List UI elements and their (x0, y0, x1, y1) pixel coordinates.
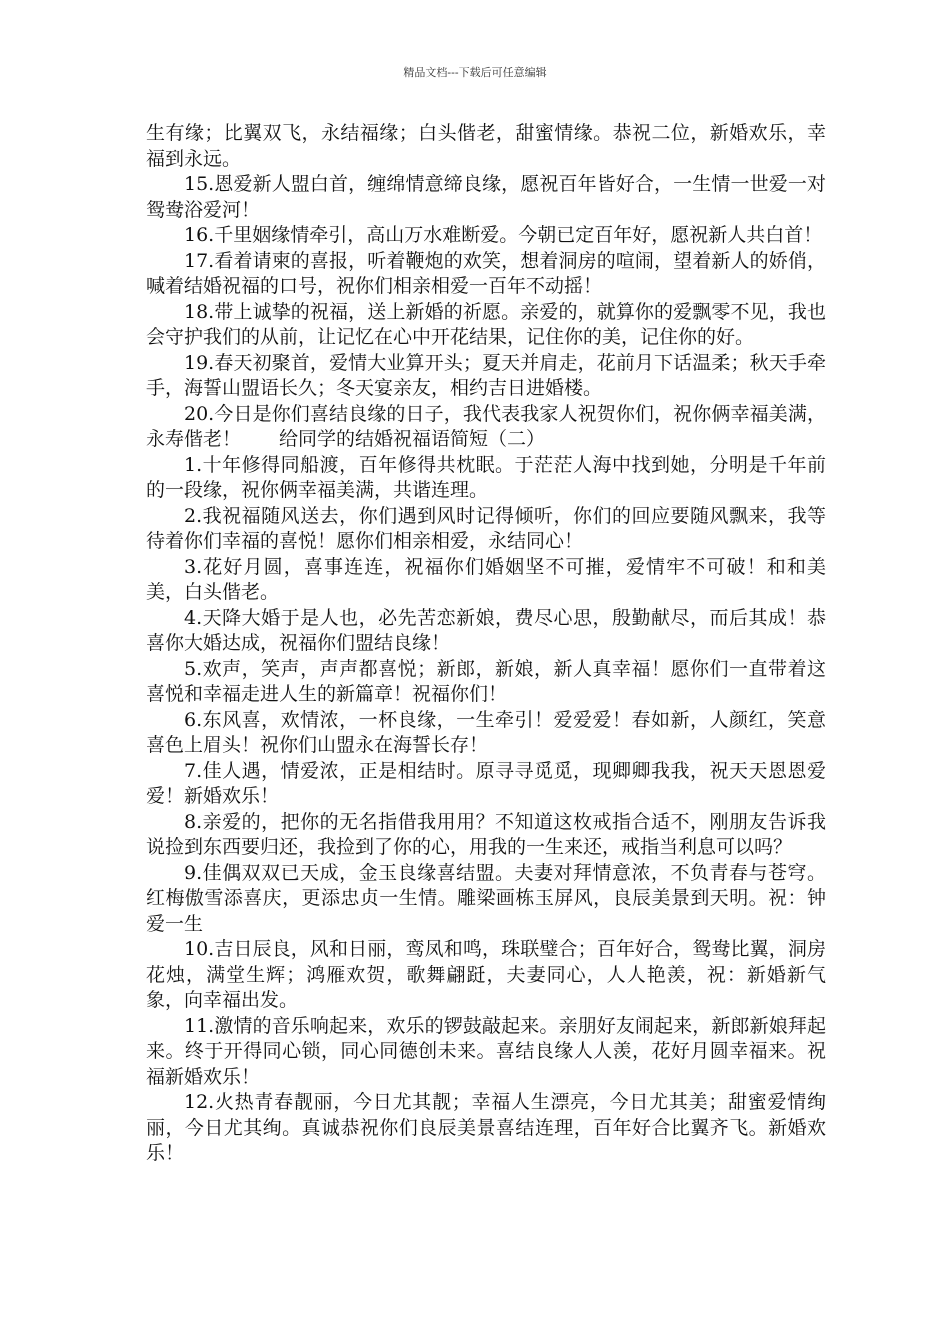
paragraph: 7.佳人遇，情爱浓，正是相结时。原寻寻觅觅，现卿卿我我，祝天天恩恩爱爱！新婚欢乐！ (146, 759, 826, 807)
paragraph: 18.带上诚挚的祝福，送上新婚的祈愿。亲爱的，就算你的爱飘零不见，我也会守护我们的从前，让记忆在心中开花结果，记住你的美，记住你的好。 (146, 300, 826, 348)
paragraph: 20.今日是你们喜结良缘的日子，我代表我家人祝贺你们，祝你俩幸福美满，永寿偕老！ 给同学的结婚祝福语简短（二） (146, 402, 826, 450)
paragraph: 1.十年修得同船渡，百年修得共枕眠。于茫茫人海中找到她，分明是千年前的一段缘，祝你俩幸福美满，共谐连理。 (146, 453, 826, 501)
paragraph: 6.东风喜，欢情浓，一杯良缘，一生牵引！爱爱爱！春如新，人颜红，笑意喜色上眉头！祝你们山盟永在海誓长存！ (146, 708, 826, 756)
paragraph: 11.激情的音乐响起来，欢乐的锣鼓敲起来。亲朋好友闹起来，新郎新娘拜起来。终于开得同心锁，同心同德创未来。喜结良缘人人羡，花好月圆幸福来。祝福新婚欢乐！ (146, 1014, 826, 1088)
page-header: 精品文档---下载后可任意编辑 (403, 66, 547, 79)
paragraph: 12.火热青春靓丽，今日尤其靓；幸福人生漂亮，今日尤其美；甜蜜爱情绚丽，今日尤其绚。真诚恭祝你们良辰美景喜结连理，百年好合比翼齐飞。新婚欢乐！ (146, 1091, 826, 1164)
paragraph: 3.花好月圆，喜事连连，祝福你们婚姻坚不可摧，爱情牢不可破！和和美美，白头偕老。 (146, 555, 826, 603)
paragraph: 8.亲爱的，把你的无名指借我用用？不知道这枚戒指合适不，刚朋友告诉我说捡到东西要归还，我捡到了你的心，用我的一生来还，戒指当利息可以吗？ (146, 810, 826, 858)
paragraph: 17.看着请柬的喜报，听着鞭炮的欢笑，想着洞房的喧闹，望着新人的娇俏，喊着结婚祝福的口号，祝你们相亲相爱一百年不动摇！ (146, 249, 826, 297)
paragraph: 9.佳偶双双已天成，金玉良缘喜结盟。夫妻对拜情意浓，不负青春与苍穹。红梅傲雪添喜庆，更添忠贞一生情。雕梁画栋玉屏风，良辰美景到天明。祝：钟爱一生 (146, 861, 826, 935)
paragraph: 16.千里姻缘情牵引，高山万水难断爱。今朝已定百年好，愿祝新人共白首！ (184, 224, 823, 246)
paragraph: 5.欢声，笑声，声声都喜悦；新郎，新娘，新人真幸福！愿你们一直带着这喜悦和幸福走进人生的新篇章！祝福你们！ (146, 657, 826, 705)
document-body (146, 121, 826, 1167)
paragraph: 15.恩爱新人盟白首，缠绵情意缔良缘，愿祝百年皆好合，一生情一世爱一对鸳鸯浴爱河！ (146, 173, 826, 221)
paragraph: 10.吉日辰良，风和日丽，鸾凤和鸣，珠联璧合；百年好合，鸳鸯比翼，洞房花烛，满堂生辉；鸿雁欢贺，歌舞翩跹，夫妻同心，人人艳羡，祝：新婚新气象，向幸福出发。 (146, 938, 826, 1011)
paragraph: 19.春天初聚首，爱情大业算开头；夏天并肩走，花前月下话温柔；秋天手牵手，海誓山盟语长久；冬天宴亲友，相约吉日进婚楼。 (146, 351, 826, 399)
paragraph: 2.我祝福随风送去，你们遇到风时记得倾听，你们的回应要随风飘来，我等待着你们幸福的喜悦！愿你们相亲相爱，永结同心！ (146, 504, 826, 552)
paragraph: 生有缘；比翼双飞，永结福缘；白头偕老，甜蜜情缘。恭祝二位，新婚欢乐，幸福到永远。 (146, 122, 826, 170)
paragraph: 4.天降大婚于是人也，必先苦恋新娘，费尽心思，殷勤献尽，而后其成！恭喜你大婚达成，祝福你们盟结良缘！ (146, 606, 826, 654)
